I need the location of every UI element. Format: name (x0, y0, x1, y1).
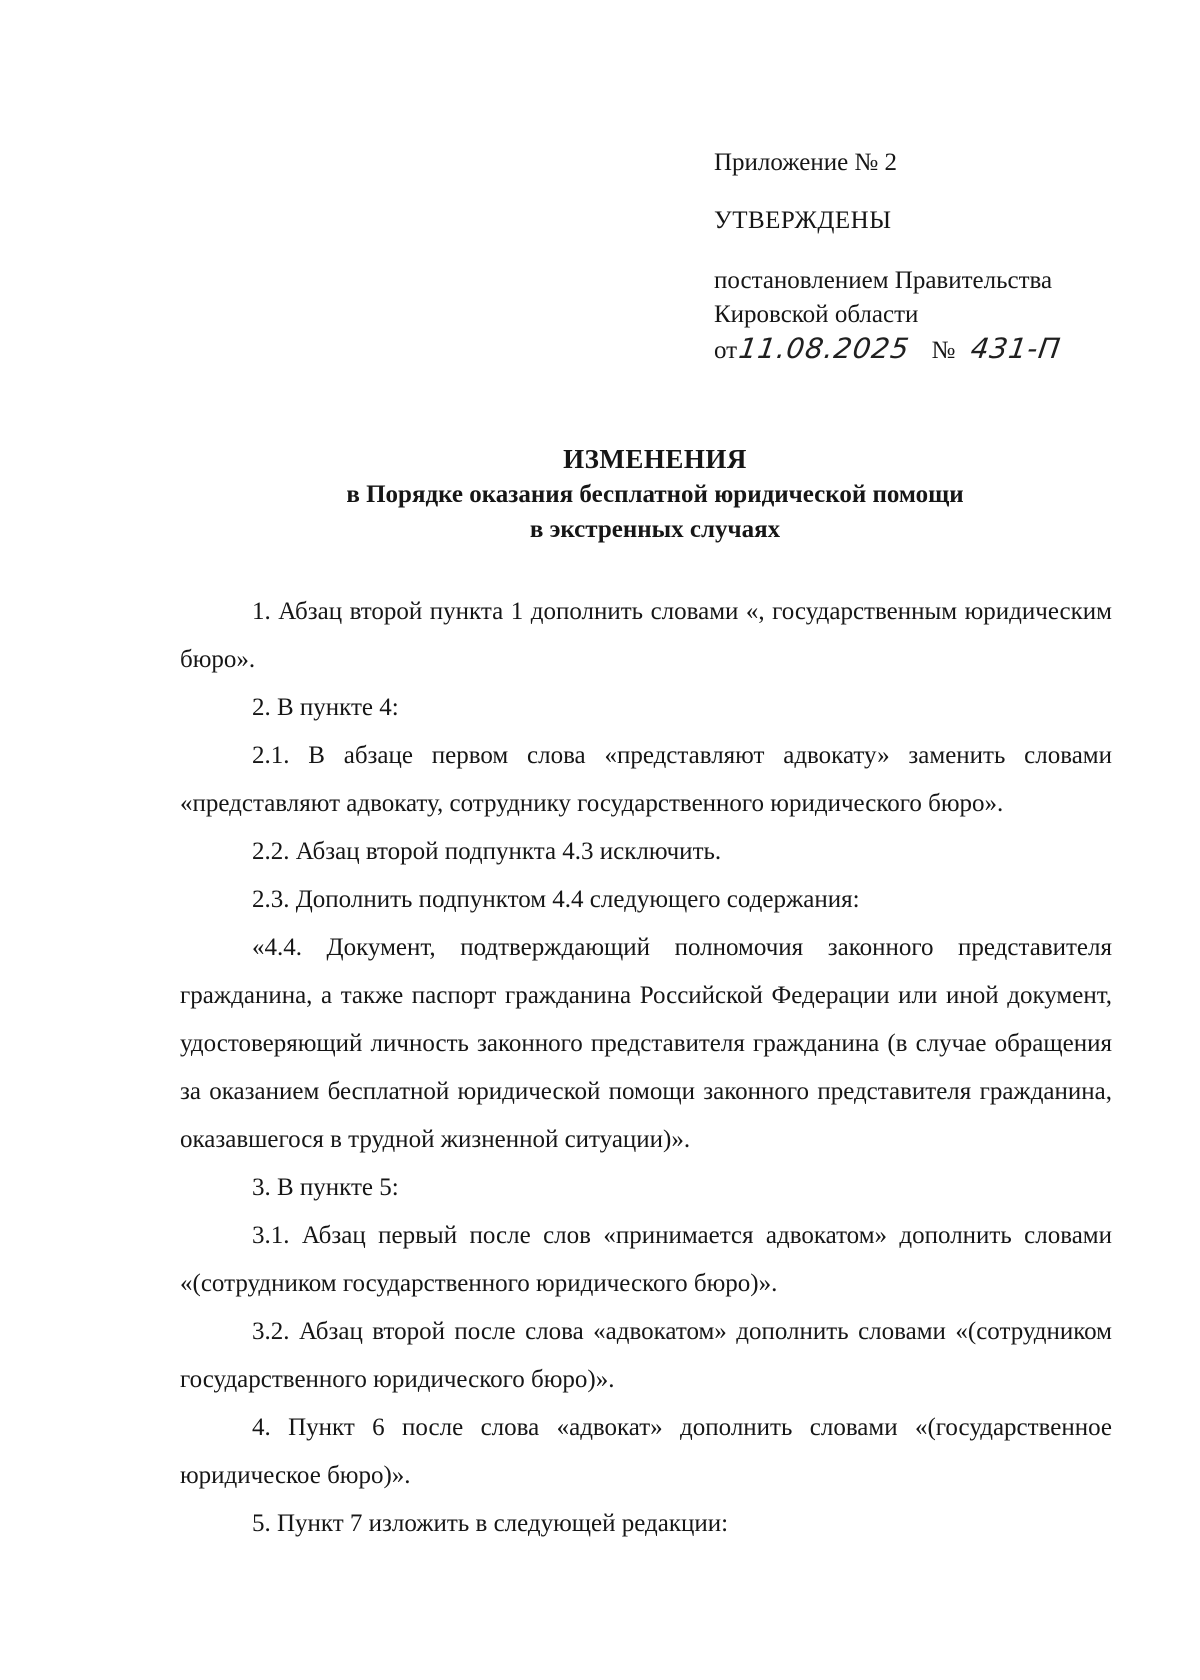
paragraph-2: 2. В пункте 4: (252, 694, 399, 721)
decree-reference (714, 264, 1154, 368)
document-body (180, 588, 1112, 1548)
number-sign: № (931, 337, 956, 364)
paragraph-4-4-quote: «4.4. Документ, подтверждающий полномочия законного представителя гражданина, а также паспорт гражданина Российской Федерации или иной документ, удостоверяющий личность законного представителя гражданина (в случае обращения за оказанием бесплатной юридической помощи законного представителя гражданина, оказавшегося в трудной жизненной ситуации)». (180, 934, 1112, 1153)
paragraph-2-2: 2.2. Абзац второй подпункта 4.3 исключить. (252, 838, 722, 865)
decree-line-1: постановлением Правительства (714, 267, 1053, 294)
from-label: от (714, 337, 738, 364)
paragraph-3-2: 3.2. Абзац второй после слова «адвокатом» дополнить словами «(сотрудником государственного юридического бюро)». (180, 1318, 1112, 1393)
approved-stamp-text: УТВЕРЖДЕНЫ (714, 207, 892, 234)
decree-date-number-line (714, 332, 1154, 368)
paragraph-4: 4. Пункт 6 после слова «адвокат» дополнить словами «(государственное юридическое бюро)». (180, 1414, 1112, 1489)
document-title (180, 442, 1130, 547)
paragraph-3: 3. В пункте 5: (252, 1174, 399, 1201)
paragraph-2-3: 2.3. Дополнить подпунктом 4.4 следующего содержания: (252, 886, 860, 913)
handwritten-number: 431-П (969, 332, 1064, 365)
paragraph-3-1: 3.1. Абзац первый после слов «принимается адвокатом» дополнить словами «(сотрудником государственного юридического бюро)». (180, 1222, 1112, 1297)
handwritten-date: 11.08.2025 (736, 332, 912, 365)
approval-block (714, 146, 1154, 368)
appendix-label: Приложение № 2 (714, 149, 898, 176)
paragraph-2-1: 2.1. В абзаце первом слова «представляют адвокату» заменить словами «представляют адвокату, сотруднику государственного юридического бюро». (180, 742, 1112, 817)
decree-line-2: Кировской области (714, 301, 919, 328)
title-main: ИЗМЕНЕНИЯ (563, 444, 747, 474)
title-line-3: в экстренных случаях (529, 516, 781, 543)
title-line-2: в Порядке оказания бесплатной юридической помощи (346, 481, 964, 508)
paragraph-5: 5. Пункт 7 изложить в следующей редакции: (252, 1510, 729, 1537)
paragraph-1: 1. Абзац второй пункта 1 дополнить словами «, государственным юридическим бюро». (180, 598, 1112, 673)
